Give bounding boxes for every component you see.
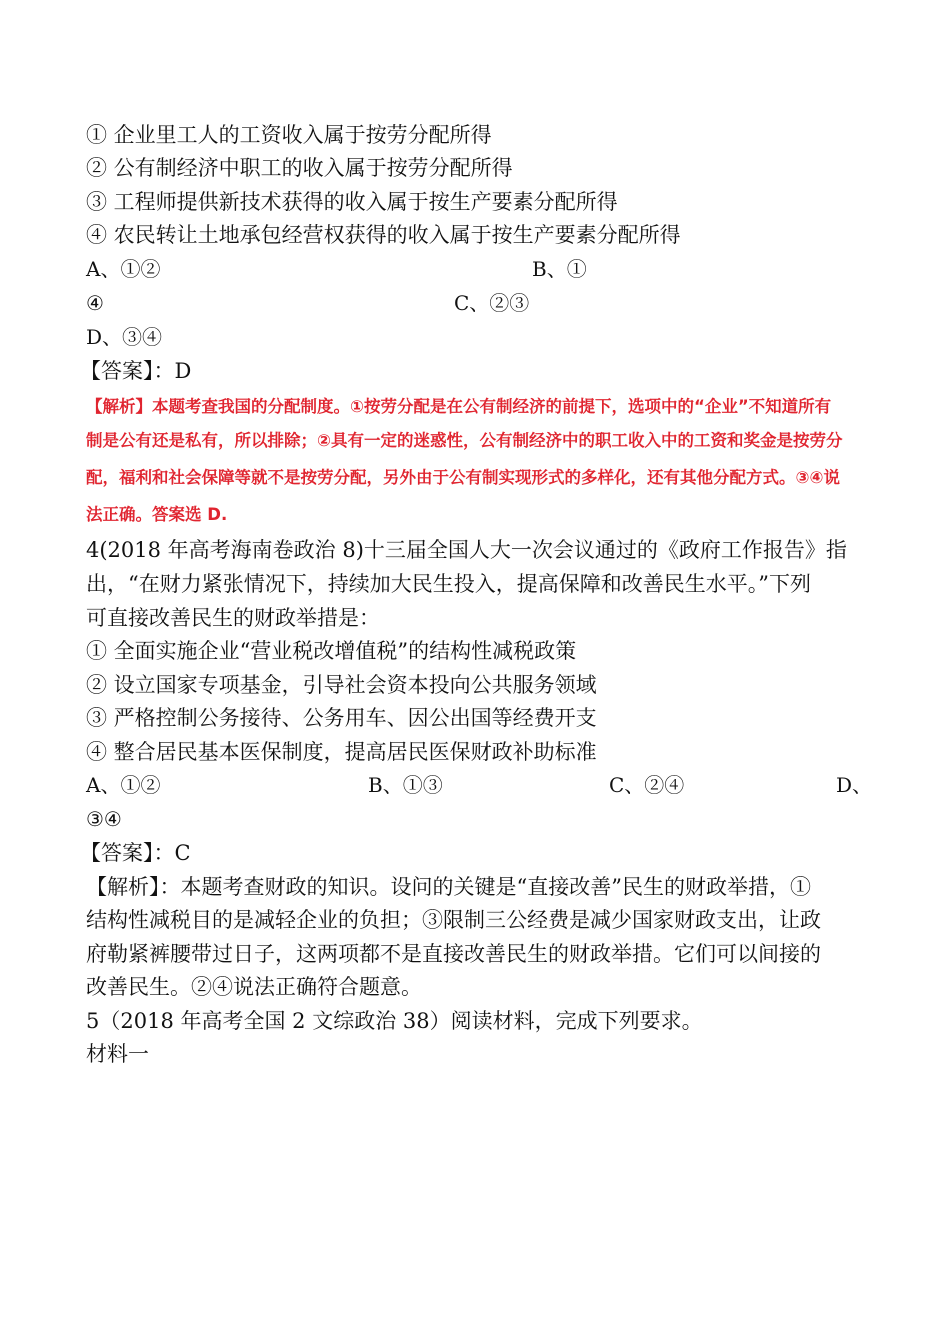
q3-statement-4: ④ 农民转让土地承包经营权获得的收入属于按生产要素分配所得 [86,223,681,247]
q3-analysis-line-3: 配，福利和社会保障等就不是按劳分配，另外由于公有制实现形式的多样化，还有其他分配方式。③④说 [86,468,840,487]
q3-analysis-line-1: 【解析】本题考查我国的分配制度。①按劳分配是在公有制经济的前提下，选项中的“企业”不知道所有 [86,397,832,416]
q4-stem-line-2: 出，“在财力紧张情况下，持续加大民生投入，提高保障和改善民生水平。”下列 [86,572,811,596]
q4-option-b: B、①③ [368,773,443,797]
q4-stem-line-1: 4(2018 年高考海南卷政治 8)十三届全国人大一次会议通过的《政府工作报告》指 [86,538,847,562]
q4-stem-line-3: 可直接改善民生的财政举措是： [86,606,380,630]
q4-analysis-line-4: 改善民生。②④说法正确符合题意。 [86,975,422,999]
q3-statement-3: ③ 工程师提供新技术获得的收入属于按生产要素分配所得 [86,190,618,214]
q3-statement-2: ② 公有制经济中职工的收入属于按劳分配所得 [86,156,513,180]
q3-analysis-line-2: 制是公有还是私有，所以排除；②具有一定的迷惑性，公有制经济中的职工收入中的工资和奖金是按劳分 [86,431,843,450]
q4-analysis-line-2: 结构性减税目的是减轻企业的负担；③限制三公经费是减少国家财政支出，让政 [86,908,821,932]
q4-option-c: C、②④ [609,773,685,797]
q4-statement-2: ② 设立国家专项基金，引导社会资本投向公共服务领域 [86,673,597,697]
q3-analysis-line-4: 法正确。答案选 D. [86,505,228,524]
q3-statement-1: ① 企业里工人的工资收入属于按劳分配所得 [86,123,492,147]
q4-statement-1: ① 全面实施企业“营业税改增值税”的结构性减税政策 [86,639,577,663]
q3-option-b: B、① [532,257,587,281]
q4-statement-4: ④ 整合居民基本医保制度，提高居民医保财政补助标准 [86,740,597,764]
q5-material-label: 材料一 [86,1042,149,1066]
q4-option-d: D、 [836,773,873,797]
q4-option-a: A、①② [86,773,161,797]
q3-option-c: C、②③ [454,291,530,315]
q3-option-d: D、③④ [86,325,163,349]
q4-analysis-line-1: 【解析】：本题考查财政的知识。设问的关键是“直接改善”民生的财政举措，① [86,875,811,899]
q4-statement-3: ③ 严格控制公务接待、公务用车、因公出国等经费开支 [86,706,597,730]
q4-analysis-line-3: 府勒紧裤腰带过日子，这两项都不是直接改善民生的财政举措。它们可以间接的 [86,942,821,966]
q4-option-d-continued: ③④ [86,807,122,831]
q4-answer: 【答案】：C [80,841,191,865]
q5-stem: 5（2018 年高考全国 2 文综政治 38）阅读材料，完成下列要求。 [86,1009,703,1033]
q3-option-a: A、①② [86,257,161,281]
q3-answer: 【答案】：D [80,359,192,383]
q3-option-b-continued: ④ [86,291,104,315]
